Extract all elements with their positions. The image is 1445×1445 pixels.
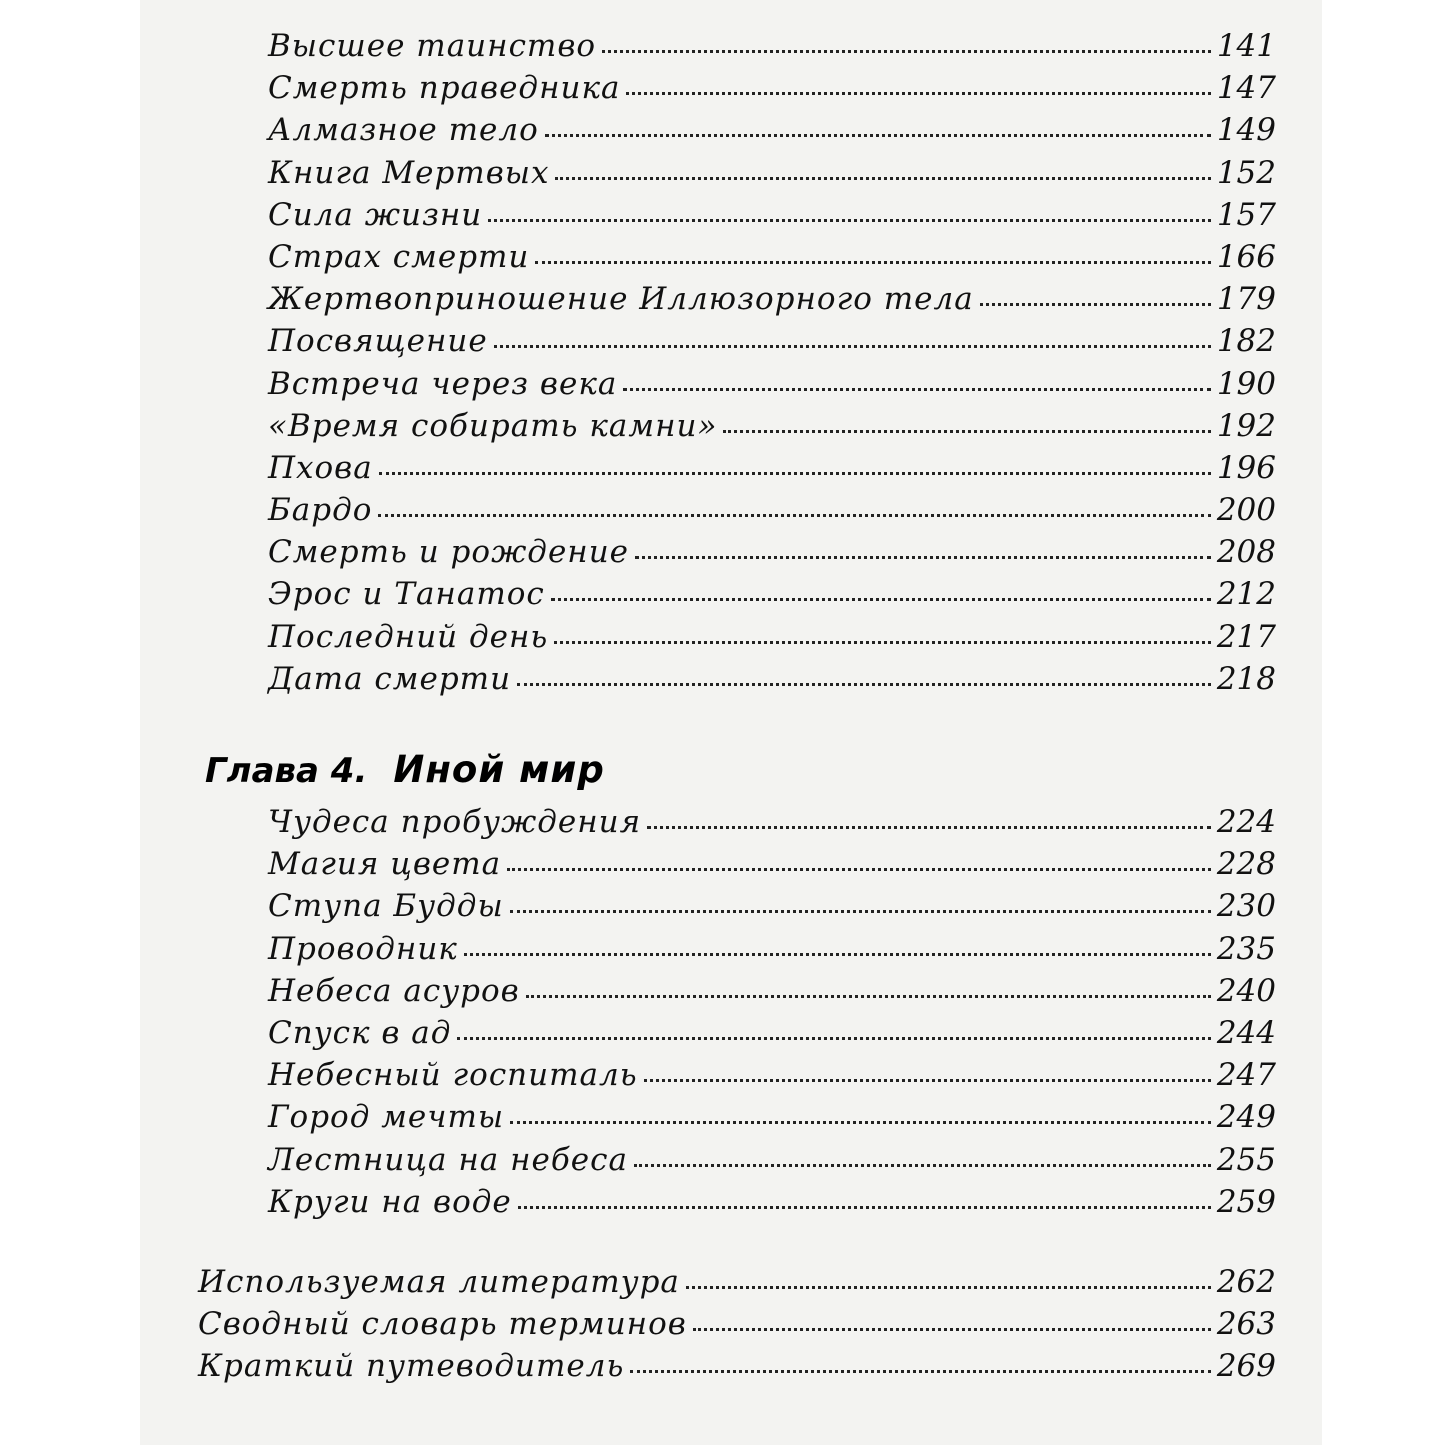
- dot-leader: [488, 219, 1211, 222]
- toc-entry-page: 244: [1216, 1014, 1276, 1051]
- toc-entry: [268, 576, 1276, 618]
- toc-entry-title: Посвящение: [268, 323, 488, 360]
- dot-leader: [647, 826, 1211, 829]
- dot-leader: [551, 598, 1211, 601]
- toc-entry-title: Чудеса пробуждения: [268, 804, 642, 840]
- toc-entry-title: «Время собирать камни»: [268, 407, 718, 444]
- toc-entry-title: Сила жизни: [268, 196, 483, 233]
- toc-entry-title: Магия цвета: [268, 846, 502, 883]
- toc-entry-title: Смерть и рождение: [268, 534, 630, 571]
- toc-entry: [268, 70, 1276, 112]
- toc-entry: [268, 450, 1276, 492]
- toc-entry-title: Последний день: [268, 618, 549, 655]
- toc-entry-page: 255: [1216, 1141, 1276, 1178]
- toc-entry-page: 217: [1216, 618, 1276, 655]
- toc-entry-title: Лестница на небеса: [268, 1141, 628, 1178]
- toc-entry: [198, 1264, 1276, 1306]
- dot-leader: [457, 1037, 1210, 1040]
- toc-entry-title: Спуск в ад: [268, 1014, 452, 1051]
- toc-entry-page: 182: [1216, 323, 1276, 360]
- toc-entry: [268, 112, 1276, 154]
- dot-leader: [555, 177, 1210, 180]
- toc-entry: [268, 323, 1276, 365]
- toc-entry-title: Жертвоприношение Иллюзорного тела: [268, 281, 974, 318]
- dot-leader: [554, 641, 1211, 644]
- toc-entry: [268, 619, 1276, 661]
- dot-leader: [644, 1079, 1211, 1082]
- toc-entry: [268, 239, 1276, 281]
- toc-entry: [268, 366, 1276, 408]
- toc-entry: [268, 888, 1276, 930]
- toc-entry-title: Смерть праведника: [268, 70, 621, 107]
- dot-leader: [518, 1206, 1211, 1209]
- toc-entry-page: 259: [1216, 1183, 1276, 1220]
- toc-entry: [268, 408, 1276, 450]
- toc-entry-page: 235: [1216, 930, 1276, 967]
- toc-entry-page: 149: [1216, 112, 1276, 149]
- toc-entry-title: Небесный госпиталь: [268, 1057, 638, 1094]
- toc-entry-page: 247: [1216, 1057, 1276, 1094]
- dot-leader: [517, 683, 1211, 686]
- toc-entry-page: 179: [1216, 281, 1276, 318]
- toc-entry-title: Высшее таинство: [268, 28, 597, 64]
- chapter-heading: [205, 748, 605, 791]
- toc-entry-page: 208: [1216, 534, 1276, 571]
- toc-entry-page: 230: [1216, 888, 1276, 925]
- toc-section-chapter-3: [268, 28, 1276, 703]
- toc-entry-page: 190: [1216, 365, 1276, 402]
- toc-entry-page: 263: [1216, 1306, 1276, 1343]
- chapter-label: Глава 4.: [205, 751, 368, 791]
- toc-entry-title: Ступа Будды: [268, 888, 504, 925]
- toc-entry-page: 152: [1216, 154, 1276, 191]
- dot-leader: [535, 261, 1210, 264]
- toc-entry: [268, 28, 1276, 70]
- dot-leader: [494, 345, 1211, 348]
- dot-leader: [635, 556, 1211, 559]
- dot-leader: [623, 388, 1211, 391]
- toc-entry: [268, 804, 1276, 846]
- toc-entry: [268, 1015, 1276, 1057]
- dot-leader: [602, 50, 1211, 53]
- dot-leader: [464, 953, 1211, 956]
- dot-leader: [686, 1286, 1211, 1289]
- dot-leader: [693, 1328, 1211, 1331]
- toc-entry: [268, 1142, 1276, 1184]
- toc-entry-title: Страх смерти: [268, 238, 530, 275]
- toc-entry-page: 212: [1216, 576, 1276, 613]
- dot-leader: [980, 303, 1211, 306]
- toc-entry: [268, 846, 1276, 888]
- toc-entry: [268, 155, 1276, 197]
- toc-entry-title: Город мечты: [268, 1099, 505, 1136]
- toc-section-appendix: [198, 1264, 1276, 1391]
- toc-entry: [268, 197, 1276, 239]
- toc-entry-page: 192: [1216, 407, 1276, 444]
- toc-entry-title: Краткий путеводитель: [198, 1348, 625, 1385]
- toc-entry: [268, 1057, 1276, 1099]
- dot-leader: [507, 868, 1211, 871]
- dot-leader: [634, 1164, 1211, 1167]
- toc-entry-page: 240: [1216, 972, 1276, 1009]
- toc-entry: [268, 1184, 1276, 1226]
- toc-entry-page: 228: [1216, 846, 1276, 883]
- toc-entry-page: 157: [1216, 196, 1276, 233]
- toc-entry: [268, 931, 1276, 973]
- toc-entry-title: Пхова: [268, 449, 373, 486]
- toc-entry: [268, 534, 1276, 576]
- toc-entry: [198, 1348, 1276, 1390]
- toc-entry-title: Эрос и Танатос: [268, 576, 545, 613]
- toc-entry-page: 166: [1216, 238, 1276, 275]
- toc-entry-title: Алмазное тело: [268, 112, 539, 149]
- toc-entry-page: 262: [1216, 1264, 1276, 1300]
- toc-entry-title: Круги на воде: [268, 1183, 512, 1220]
- toc-entry: [268, 1099, 1276, 1141]
- chapter-name: Иной мир: [393, 748, 605, 791]
- toc-entry-page: 249: [1216, 1099, 1276, 1136]
- toc-entry: [268, 281, 1276, 323]
- toc-section-chapter-4: [268, 804, 1276, 1226]
- toc-entry: [268, 973, 1276, 1015]
- toc-entry-title: Используемая литература: [198, 1264, 680, 1300]
- toc-entry: [198, 1306, 1276, 1348]
- toc-entry-page: 224: [1216, 804, 1276, 840]
- toc-entry-title: Сводный словарь терминов: [198, 1306, 687, 1343]
- dot-leader: [526, 995, 1211, 998]
- toc-entry: [268, 661, 1276, 703]
- toc-entry-page: 147: [1216, 70, 1276, 107]
- dot-leader: [723, 430, 1210, 433]
- dot-leader: [379, 472, 1211, 475]
- dot-leader: [378, 514, 1210, 517]
- toc-entry-page: 218: [1216, 660, 1276, 697]
- toc-entry-title: Проводник: [268, 930, 458, 967]
- toc-entry-page: 200: [1216, 492, 1276, 529]
- toc-entry-title: Небеса асуров: [268, 972, 520, 1009]
- toc-entry: [268, 492, 1276, 534]
- dot-leader: [630, 1370, 1210, 1373]
- toc-entry-page: 196: [1216, 449, 1276, 486]
- toc-entry-page: 141: [1216, 28, 1276, 64]
- toc-entry-title: Книга Мертвых: [268, 154, 550, 191]
- dot-leader: [510, 1121, 1211, 1124]
- toc-entry-title: Встреча через века: [268, 365, 618, 402]
- toc-entry-title: Бардо: [268, 492, 373, 529]
- dot-leader: [545, 134, 1211, 137]
- dot-leader: [626, 92, 1210, 95]
- toc-entry-title: Дата смерти: [268, 660, 512, 697]
- dot-leader: [510, 910, 1211, 913]
- toc-entry-page: 269: [1216, 1348, 1276, 1385]
